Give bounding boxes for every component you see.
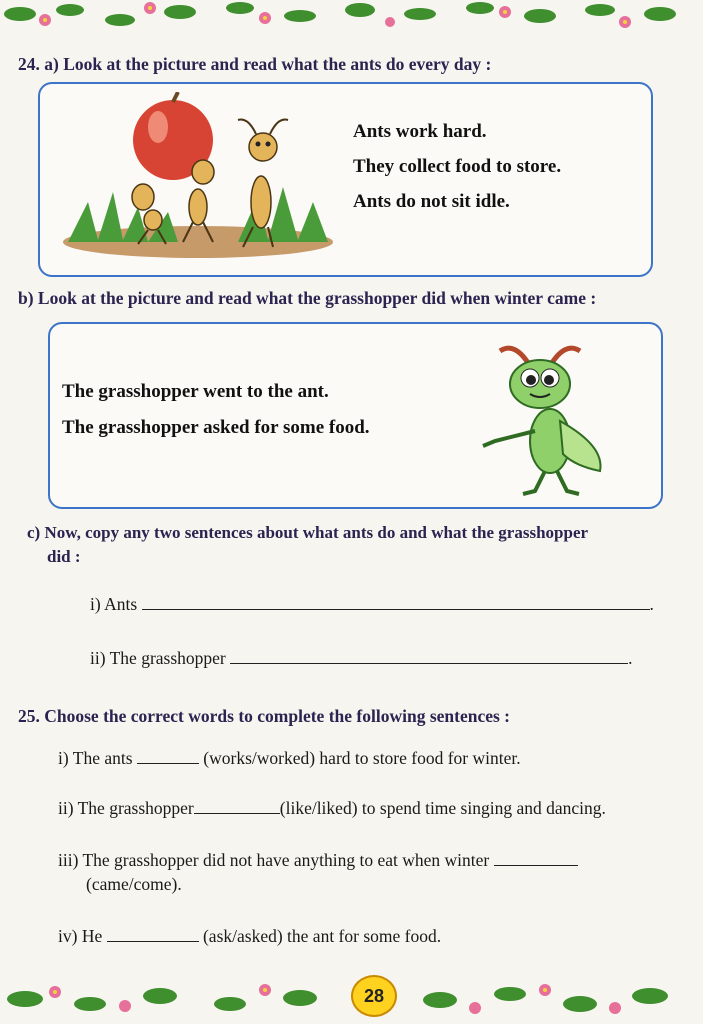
q24c-item-2-label: ii) The grasshopper [90, 648, 226, 668]
q25-item-2-pre: ii) The grasshopper [58, 798, 194, 818]
ants-sentence-1: Ants work hard. [353, 121, 487, 142]
q24c-item-2-blank[interactable] [230, 663, 628, 664]
q25-item-2 [58, 798, 606, 819]
q25-item-1-blank[interactable] [137, 763, 199, 764]
q24c-heading-line2: did : [47, 547, 81, 566]
grasshopper-sentence-2: The grasshopper asked for some food. [62, 417, 370, 438]
q25-item-2-post: (like/liked) to spend time singing and dancing. [279, 798, 606, 818]
floral-border-top [0, 0, 703, 44]
q25-item-4-pre: iv) He [58, 926, 103, 946]
q25-item-3 [58, 850, 578, 871]
q24c-item-2 [90, 648, 633, 669]
page-number-badge: 28 [351, 975, 397, 1017]
ants-carrying-apple-image [58, 92, 338, 262]
grasshopper-box [48, 322, 663, 509]
ants-sentence-3: Ants do not sit idle. [353, 191, 510, 212]
q25-item-4-post: (ask/asked) the ant for some food. [202, 926, 442, 946]
ants-box [38, 82, 653, 277]
q24a-heading: 24. a) Look at the picture and read what the ants do every day : [18, 54, 492, 74]
q25-item-1 [58, 748, 521, 769]
grasshopper-image [475, 336, 615, 501]
q25-item-4-blank[interactable] [107, 941, 199, 942]
q24c-item-1-label: i) Ants [90, 594, 138, 614]
q25-item-3-pre: iii) The grasshopper did not have anything to eat when winter [58, 850, 490, 870]
q25-item-2-blank[interactable] [194, 813, 280, 814]
q24c-item-1 [90, 594, 654, 615]
q24c-heading-line1: c) Now, copy any two sentences about what ants do and what the grasshopper [27, 523, 589, 542]
q25-item-3-blank[interactable] [494, 865, 578, 866]
q24c-item-1-period: . [649, 594, 654, 614]
grasshopper-sentence-1: The grasshopper went to the ant. [62, 381, 329, 402]
q25-item-4 [58, 926, 441, 947]
q25-item-3-line2: (came/come). [86, 874, 182, 894]
q24c-item-1-blank[interactable] [142, 609, 650, 610]
q24c-item-2-period: . [628, 648, 633, 668]
q25-item-1-pre: i) The ants [58, 748, 133, 768]
ants-sentence-2: They collect food to store. [353, 156, 562, 177]
q25-item-1-post: (works/worked) hard to store food for winter. [203, 748, 521, 768]
q25-heading: 25. Choose the correct words to complete the following sentences : [18, 706, 510, 726]
q24b-heading: b) Look at the picture and read what the grasshopper did when winter came : [18, 288, 597, 308]
